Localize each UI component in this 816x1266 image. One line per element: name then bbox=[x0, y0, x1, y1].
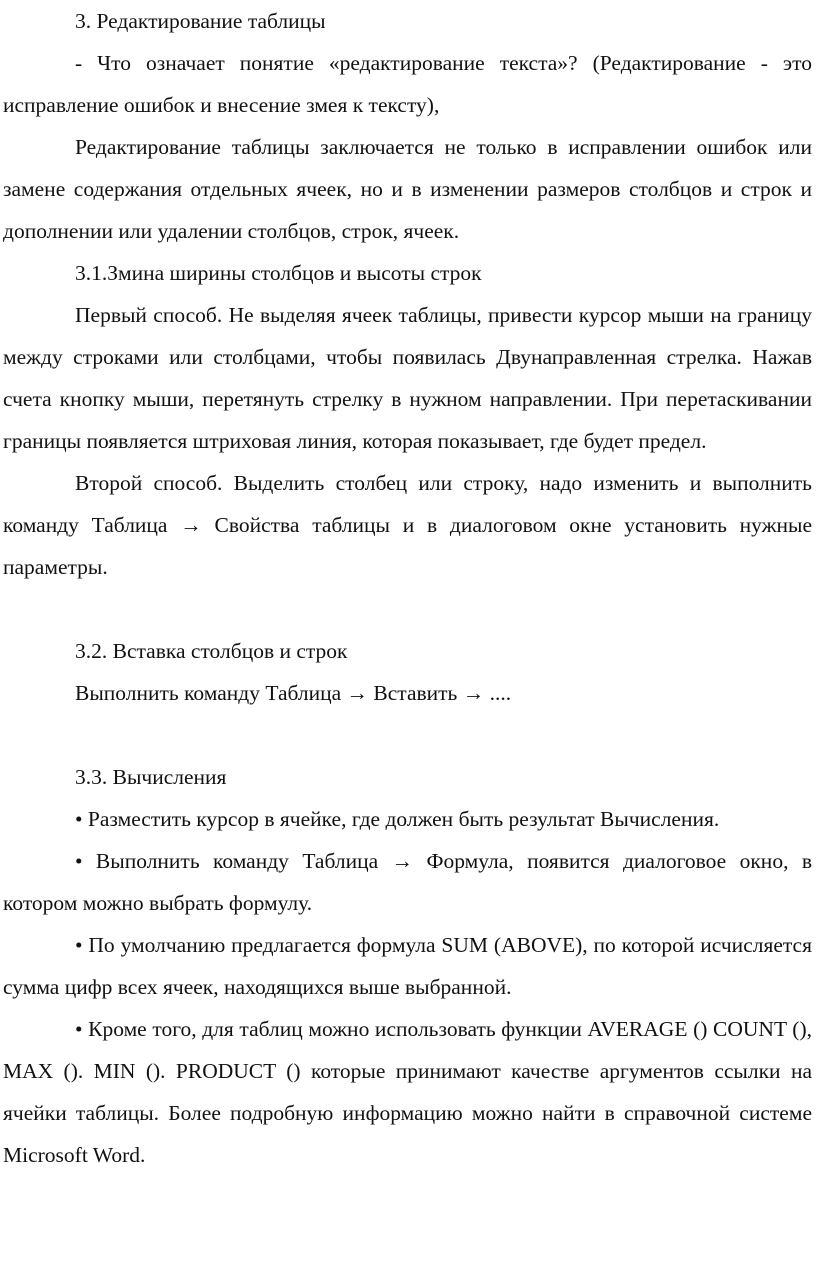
blank-line bbox=[3, 588, 812, 630]
method-1-paragraph: Первый способ. Не выделяя ячеек таблицы, привести курсор мыши на границу между строками или столбцами, чтобы появилась Двунаправленная стрелка. Нажав счета кнопку мыши, перетянуть стрелку в нужном направлении. При перетаскивании границы появляется штриховая линия, которая показывает, где будет предел. bbox=[3, 303, 812, 453]
section-heading-3-3: 3.3. Вычисления bbox=[75, 765, 227, 789]
bullet-item-4: • Кроме того, для таблиц можно использовать функции AVERAGE () COUNT (), MAX (). MIN (). PRODUCT () которые принимают качестве аргументов ссылки на ячейки таблицы. Более подробную информацию можно найти в справочной системе Microsoft Word. bbox=[3, 1017, 812, 1167]
insert-command-paragraph: Выполнить команду Таблица → Вставить → .... bbox=[75, 681, 512, 705]
question-paragraph: - Что означает понятие «редактирование текста»? (Редактирование - это исправление ошибок и внесение змея к тексту), bbox=[3, 51, 812, 117]
section-heading-3-1: 3.1.Змина ширины столбцов и высоты строк bbox=[75, 261, 482, 285]
blank-line bbox=[3, 714, 812, 756]
bullet-item-3: • По умолчанию предлагается формула SUM (ABOVE), по которой исчисляется сумма цифр всех ячеек, находящихся выше выбранной. bbox=[3, 933, 812, 999]
bullet-item-2: • Выполнить команду Таблица → Формула, появится диалоговое окно, в котором можно выбрать формулу. bbox=[3, 849, 812, 915]
method-2-paragraph: Второй способ. Выделить столбец или строку, надо изменить и выполнить команду Таблица → Свойства таблицы и в диалоговом окне установить нужные параметры. bbox=[3, 471, 812, 579]
section-heading-3-2: 3.2. Вставка столбцов и строк bbox=[75, 639, 348, 663]
section-heading-3: 3. Редактирование таблицы bbox=[75, 9, 326, 33]
bullet-item-1: • Разместить курсор в ячейке, где должен быть результат Вычисления. bbox=[75, 807, 720, 831]
intro-paragraph: Редактирование таблицы заключается не только в исправлении ошибок или замене содержания отдельных ячеек, но и в изменении размеров столбцов и строк и дополнении или удалении столбцов, строк, ячеек. bbox=[3, 135, 812, 243]
